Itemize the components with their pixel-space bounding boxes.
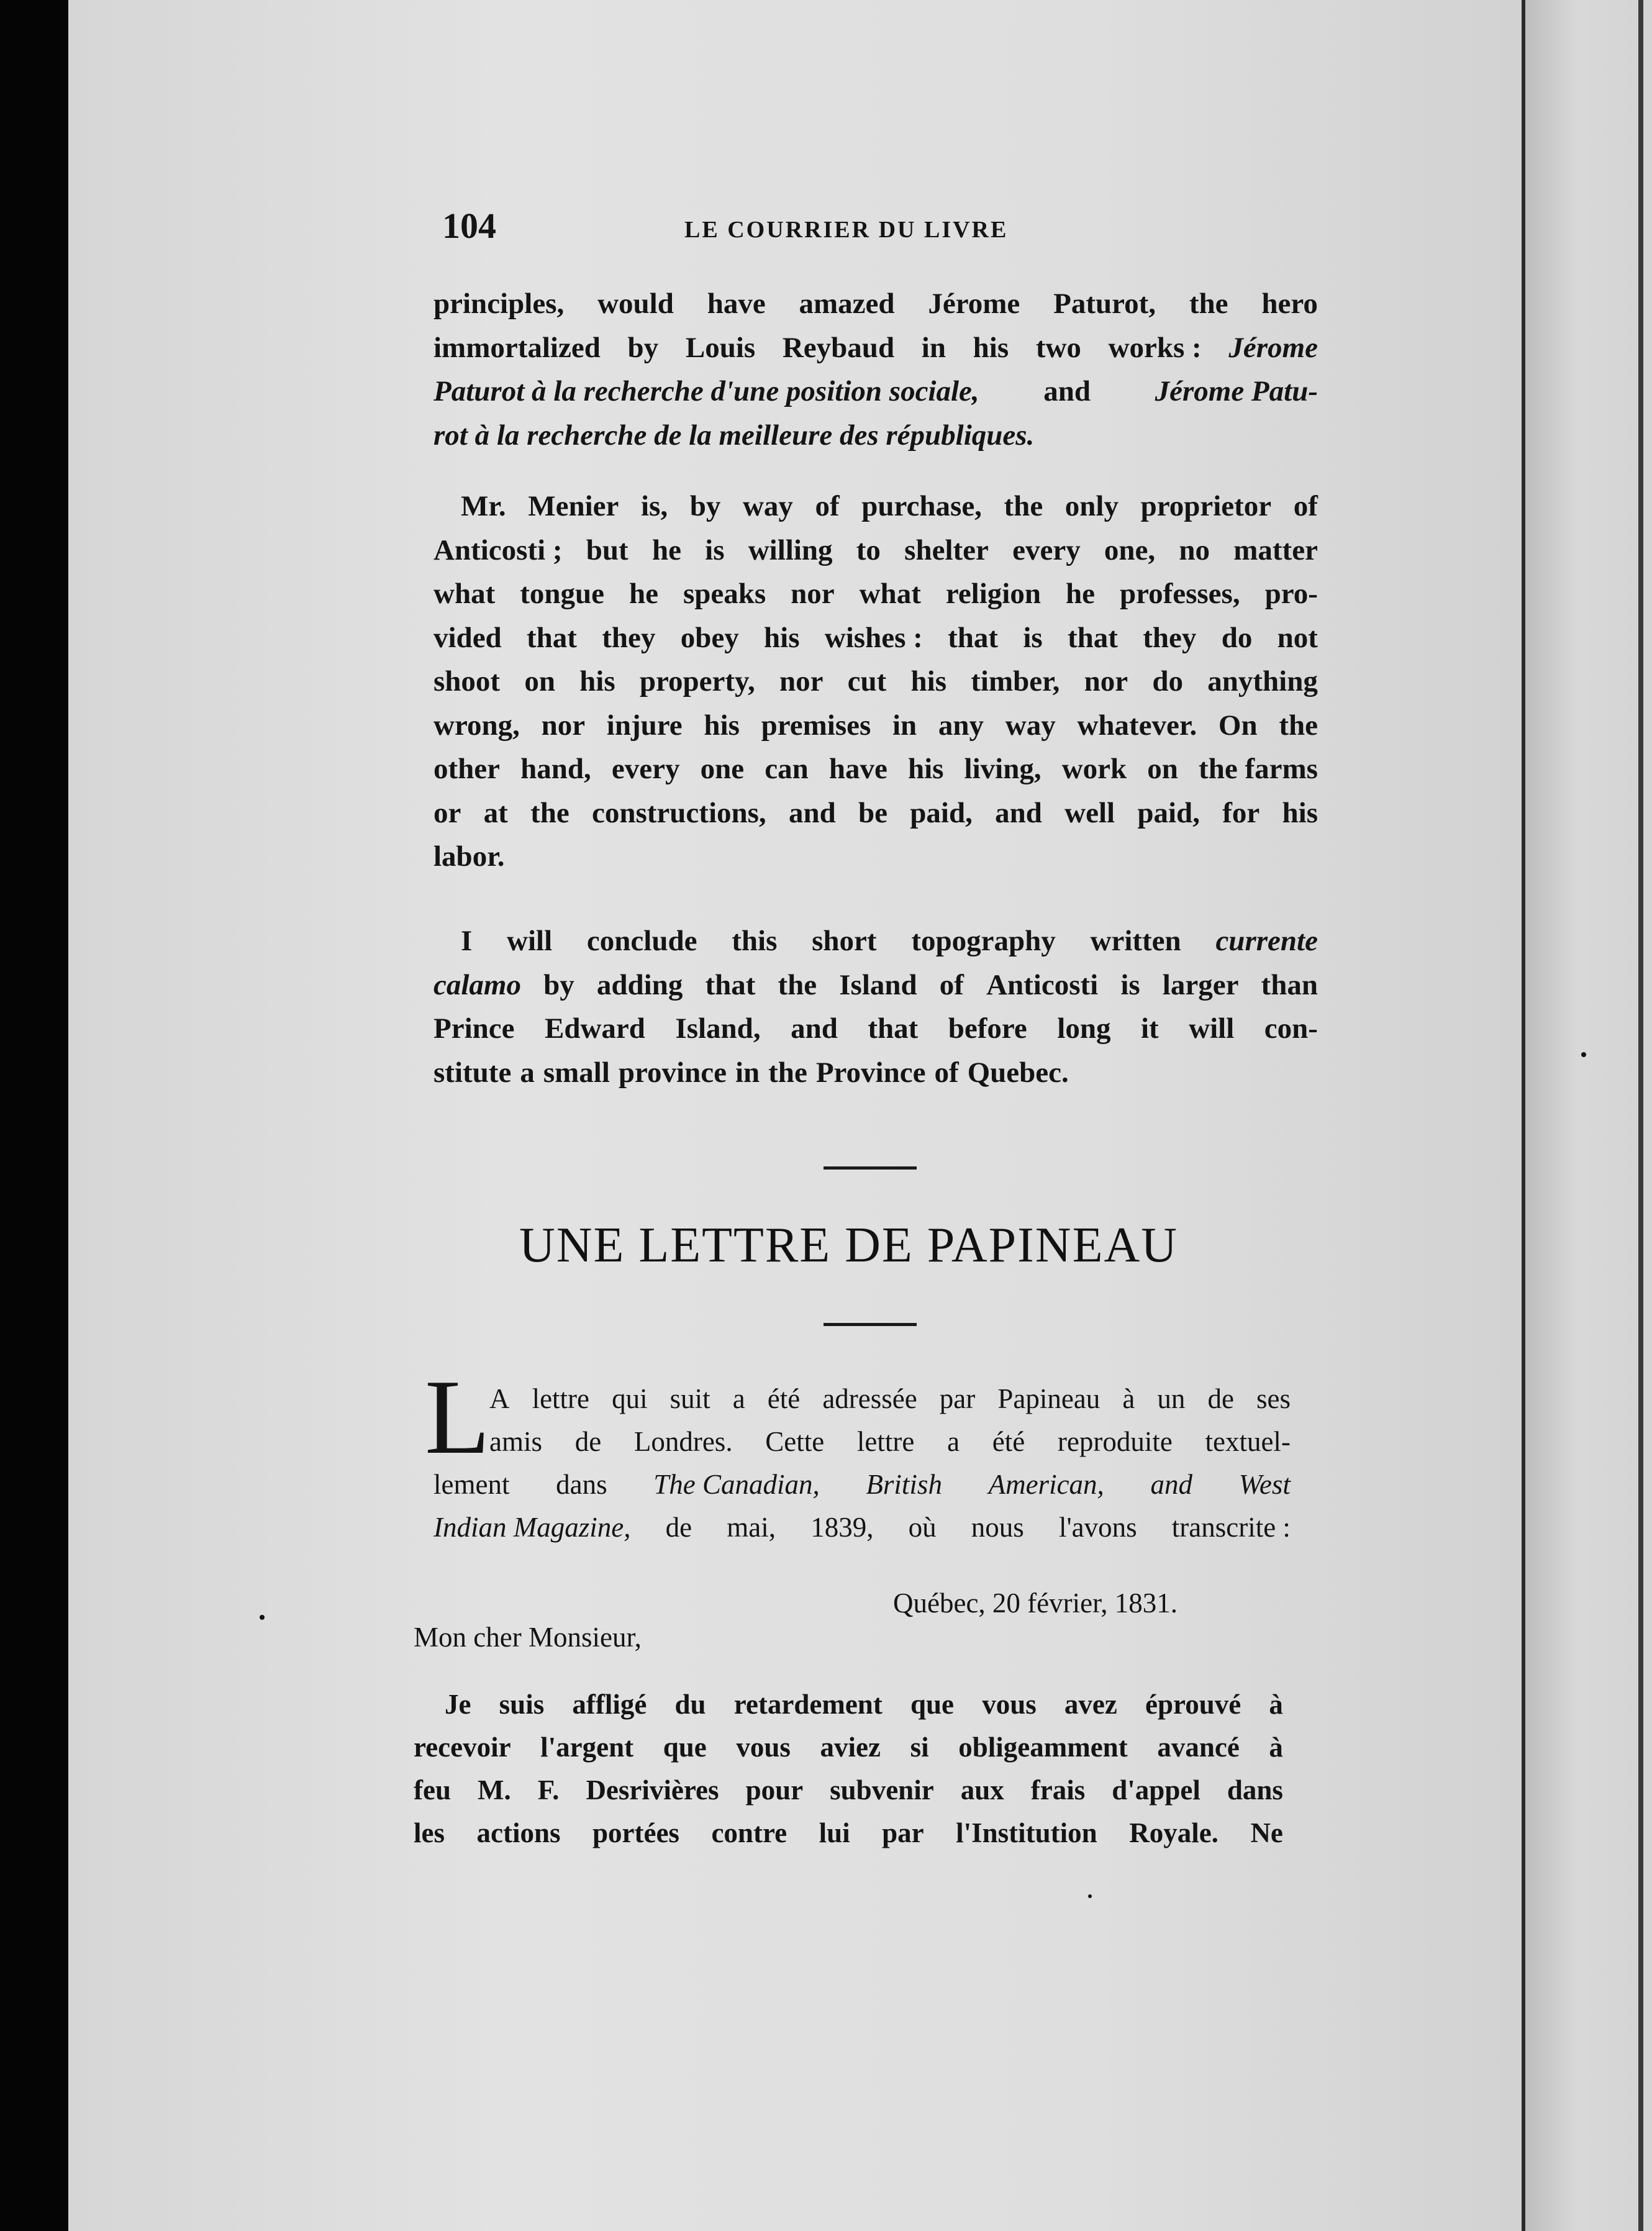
word: by (543, 968, 574, 1001)
word: à (1269, 1689, 1283, 1720)
word: of (934, 1056, 959, 1089)
text-line (433, 370, 1318, 414)
italic-word: Jérome (1228, 331, 1318, 364)
word: Jérome (928, 288, 1020, 320)
word: is (1023, 621, 1043, 654)
word: du (674, 1689, 706, 1720)
word: will (507, 925, 553, 957)
italic-title: The Canadian, (653, 1469, 820, 1500)
word: suis (499, 1689, 545, 1720)
word: other (433, 753, 501, 785)
word: hero (1261, 288, 1318, 320)
word: transcrite : (1171, 1512, 1291, 1543)
text-line (414, 1769, 1283, 1812)
word: and (788, 796, 836, 829)
word: mai, (727, 1512, 776, 1543)
word: speaks (683, 578, 766, 610)
word: Edward (544, 1012, 645, 1045)
paragraph-1 (433, 282, 1318, 457)
word: for (1222, 796, 1260, 829)
word: purchase, (861, 490, 982, 522)
word: at (483, 796, 508, 829)
word: by (689, 490, 721, 522)
word: his (1282, 796, 1318, 829)
word: actions (476, 1817, 561, 1848)
word: stitute (433, 1056, 512, 1089)
word: have (707, 288, 766, 320)
paragraph-2 (433, 484, 1318, 879)
word: les (414, 1817, 445, 1848)
word: Province (815, 1056, 926, 1089)
word: con- (1264, 1012, 1318, 1045)
word: de (665, 1512, 692, 1543)
scan-speck (1581, 1052, 1586, 1057)
word: F. (537, 1774, 560, 1806)
word: subvenir (830, 1774, 934, 1806)
word: that (948, 621, 999, 654)
page-number: 104 (442, 206, 496, 246)
word: pour (745, 1774, 804, 1806)
word: well (1064, 796, 1115, 829)
word: they (602, 621, 656, 654)
word: Mr. (461, 490, 506, 522)
word: province (618, 1056, 727, 1089)
word: par (939, 1383, 976, 1414)
word: reproduite (1057, 1426, 1173, 1457)
running-head: LE COURRIER DU LIVRE (684, 217, 1009, 243)
word: Paturot, (1053, 288, 1156, 320)
word: do (1221, 621, 1253, 654)
word: would (597, 288, 674, 320)
italic-word: calamo (433, 968, 521, 1001)
letter-dateline: Québec, 20 février, 1831. (893, 1588, 1178, 1619)
word: textuel- (1205, 1426, 1291, 1457)
word: obey (680, 621, 739, 654)
text-line (433, 963, 1318, 1007)
word: his (910, 665, 947, 697)
word: will (1189, 1012, 1235, 1045)
word: in (921, 331, 946, 364)
word: topography (911, 925, 1056, 957)
word: willing (748, 534, 833, 566)
word: nor (541, 709, 586, 742)
word: de (1207, 1383, 1234, 1414)
text-line (433, 484, 1318, 529)
word: they (1143, 621, 1197, 654)
word: injure (606, 709, 683, 742)
word: that (1067, 621, 1118, 654)
word: can (765, 753, 809, 785)
italic-title: and (1150, 1469, 1192, 1500)
word: constructions, (591, 796, 766, 829)
word: work (1061, 753, 1127, 785)
text-line (433, 1463, 1291, 1506)
word: written (1090, 925, 1181, 957)
word: si (910, 1732, 929, 1763)
word: Cette (765, 1426, 825, 1457)
word: tongue (520, 578, 604, 610)
word: the farms (1199, 753, 1318, 785)
word: the (768, 1056, 807, 1089)
word: immortalized (433, 331, 601, 364)
word: Island (839, 968, 917, 1001)
word: recevoir (414, 1732, 511, 1763)
text-line (433, 1007, 1318, 1051)
word: long (1057, 1012, 1111, 1045)
word: ses (1256, 1383, 1291, 1414)
text-line (433, 572, 1318, 616)
word: short (812, 925, 877, 957)
text-line (433, 414, 1318, 458)
word: nor (791, 578, 835, 610)
word: nous (971, 1512, 1024, 1543)
word: he (629, 578, 658, 610)
drop-cap: L (425, 1358, 491, 1476)
word: que (910, 1689, 955, 1720)
word: affligé (572, 1689, 647, 1720)
word: lettre (856, 1426, 915, 1457)
facing-page-edge (1638, 0, 1643, 2231)
word: on (1147, 753, 1178, 785)
word: Papineau (997, 1383, 1101, 1414)
word: cut (847, 665, 887, 697)
text-line (433, 660, 1318, 704)
word: his (973, 331, 1009, 364)
word: éprouvé (1145, 1689, 1241, 1720)
word: Island, (675, 1012, 761, 1045)
word: Je (445, 1689, 471, 1720)
word: anything (1207, 665, 1318, 697)
word: I (461, 925, 473, 957)
word: of (1293, 490, 1318, 522)
text-line (433, 791, 1318, 835)
word: and (791, 1012, 838, 1045)
word: suit (669, 1383, 710, 1414)
word: M. (478, 1774, 511, 1806)
word: whatever. (1077, 709, 1197, 742)
word: is (1120, 968, 1140, 1001)
section-divider (824, 1166, 917, 1170)
word: but (586, 534, 629, 566)
word: un (1157, 1383, 1186, 1414)
text-line (433, 704, 1318, 748)
word: paid, (910, 796, 973, 829)
word: have (828, 753, 887, 785)
word: Menier (528, 490, 619, 522)
word: the (1004, 490, 1043, 522)
word: lui (819, 1817, 850, 1848)
word: his (579, 665, 615, 697)
word: not (1277, 621, 1318, 654)
word: it (1140, 1012, 1159, 1045)
word: été (767, 1383, 801, 1414)
word: à (1122, 1383, 1135, 1414)
word: one, (1104, 534, 1156, 566)
text-line (433, 919, 1318, 963)
text-line (433, 1378, 1291, 1420)
word: his (704, 709, 740, 742)
word: what (859, 578, 921, 610)
word: a (520, 1056, 535, 1089)
word: the (778, 968, 817, 1001)
word: a (947, 1426, 960, 1457)
word: and (995, 796, 1042, 829)
word: par (882, 1817, 924, 1848)
word: amazed (799, 288, 895, 320)
word: l'argent (540, 1732, 634, 1763)
word: adding (596, 968, 683, 1001)
word: Londres. (633, 1426, 733, 1457)
text-line (433, 747, 1318, 791)
word: hand, (520, 753, 591, 785)
word: to (856, 534, 881, 566)
word: où (908, 1512, 937, 1543)
word: frais (1030, 1774, 1086, 1806)
word: before (948, 1012, 1027, 1045)
word: larger (1162, 968, 1239, 1001)
word: nor (1084, 665, 1128, 697)
word: premises (761, 709, 871, 742)
word: be (858, 796, 887, 829)
word: the (1279, 709, 1318, 742)
italic-title: American, (988, 1469, 1104, 1500)
word: religion (945, 578, 1041, 610)
word: matter (1233, 534, 1318, 566)
word: what (433, 578, 496, 610)
word: living, (964, 753, 1042, 785)
word: vous (736, 1732, 791, 1763)
italic-title: Indian Magazine, (433, 1512, 631, 1543)
word: of (939, 968, 964, 1001)
text-line (433, 835, 1318, 879)
word: wrong, (433, 709, 520, 742)
word: he (1065, 578, 1095, 610)
word: or (433, 796, 461, 829)
word: vous (982, 1689, 1037, 1720)
word: his (764, 621, 800, 654)
scan-speck (1088, 1894, 1092, 1898)
word: property, (639, 665, 755, 697)
word: that (868, 1012, 919, 1045)
text-line (433, 1051, 1318, 1095)
word: small (543, 1056, 610, 1089)
word: Desrivières (586, 1774, 719, 1806)
word: one (700, 753, 745, 785)
italic-title: British (866, 1469, 942, 1500)
italic-title: West (1238, 1469, 1291, 1500)
word: the (530, 796, 570, 829)
word: conclude (586, 925, 697, 957)
word: way (1005, 709, 1056, 742)
italic-word: currente (1215, 925, 1318, 957)
word: professes, (1119, 578, 1240, 610)
italic-title: rot à la recherche de la meilleure des républiques. (433, 419, 1035, 452)
word: he (651, 534, 681, 566)
word: retardement (733, 1689, 883, 1720)
word: l'avons (1058, 1512, 1137, 1543)
word: wishes : (824, 621, 923, 654)
word: Anticosti (986, 968, 1099, 1001)
word: lettre (532, 1383, 590, 1414)
word: dans (556, 1469, 607, 1500)
text-line (414, 1683, 1283, 1726)
word: avez (1064, 1689, 1117, 1720)
letter-introduction (433, 1378, 1291, 1549)
facing-page-strip (1525, 0, 1652, 2231)
word: A (489, 1383, 510, 1414)
word: Anticosti ; (433, 534, 563, 566)
word: vided (433, 621, 502, 654)
word: his (907, 753, 944, 785)
title-underline (824, 1323, 917, 1326)
page-header (442, 205, 1317, 255)
word: by (627, 331, 659, 364)
word: proprietor (1140, 490, 1272, 522)
word: of (815, 490, 840, 522)
text-line (414, 1812, 1283, 1855)
word: été (992, 1426, 1025, 1457)
word: this (732, 925, 778, 957)
word: Quebec. (967, 1056, 1069, 1089)
word: timber, (971, 665, 1060, 697)
word: any (938, 709, 984, 742)
word: shoot (433, 665, 501, 697)
word: l'Institution (956, 1817, 1097, 1848)
word: and (1043, 375, 1091, 407)
word: portées (592, 1817, 679, 1848)
text-line (433, 529, 1318, 573)
word: de (574, 1426, 602, 1457)
word: Royale. (1129, 1817, 1219, 1848)
scan-speck (260, 1615, 265, 1620)
word: dans (1227, 1774, 1283, 1806)
word: Louis (685, 331, 756, 364)
italic-title: Paturot à la recherche d'une position sociale, (433, 375, 979, 407)
text-line (433, 1506, 1291, 1549)
letter-salutation: Mon cher Monsieur, (414, 1622, 642, 1653)
text-line (433, 326, 1318, 370)
word: works : (1108, 331, 1202, 364)
word: feu (414, 1774, 451, 1806)
article-title: UNE LETTRE DE PAPINEAU (519, 1218, 1178, 1273)
word: principles, (433, 288, 565, 320)
word: a (732, 1383, 745, 1414)
text-line (433, 1420, 1291, 1463)
word: two (1035, 331, 1081, 364)
word: à (1269, 1732, 1283, 1763)
word: do (1152, 665, 1183, 697)
word: that (705, 968, 756, 1001)
word: contre (711, 1817, 787, 1848)
word: 1839, (810, 1512, 874, 1543)
word: pro- (1264, 578, 1318, 610)
word: no (1179, 534, 1210, 566)
paragraph-3 (433, 919, 1318, 1094)
word: avancé (1157, 1732, 1240, 1763)
word: way (742, 490, 793, 522)
word: Reybaud (782, 331, 895, 364)
word: than (1261, 968, 1318, 1001)
word: obligeamment (958, 1732, 1128, 1763)
word: on (524, 665, 555, 697)
word: Prince (433, 1012, 515, 1045)
word: every (1012, 534, 1081, 566)
word: shelter (904, 534, 989, 566)
word: aux (960, 1774, 1004, 1806)
word: nor (779, 665, 824, 697)
letter-body (414, 1683, 1283, 1855)
word: aviez (820, 1732, 881, 1763)
text-line (433, 616, 1318, 660)
text-line (433, 282, 1318, 326)
word: On (1218, 709, 1258, 742)
italic-title: Jérome Patu- (1155, 375, 1318, 407)
word: que (663, 1732, 707, 1763)
word: d'appel (1112, 1774, 1200, 1806)
word: adressée (822, 1383, 917, 1414)
word: paid, (1137, 796, 1200, 829)
word: Ne (1250, 1817, 1283, 1848)
word: the (1189, 288, 1228, 320)
word: only (1064, 490, 1119, 522)
word: qui (612, 1383, 648, 1414)
word: every (611, 753, 680, 785)
word: is, (641, 490, 668, 522)
word: labor. (433, 840, 505, 873)
word: amis (489, 1426, 542, 1457)
word: lement (433, 1469, 510, 1500)
text-line (414, 1726, 1283, 1769)
word: that (527, 621, 577, 654)
word: is (705, 534, 725, 566)
word: in (892, 709, 917, 742)
word: in (735, 1056, 760, 1089)
